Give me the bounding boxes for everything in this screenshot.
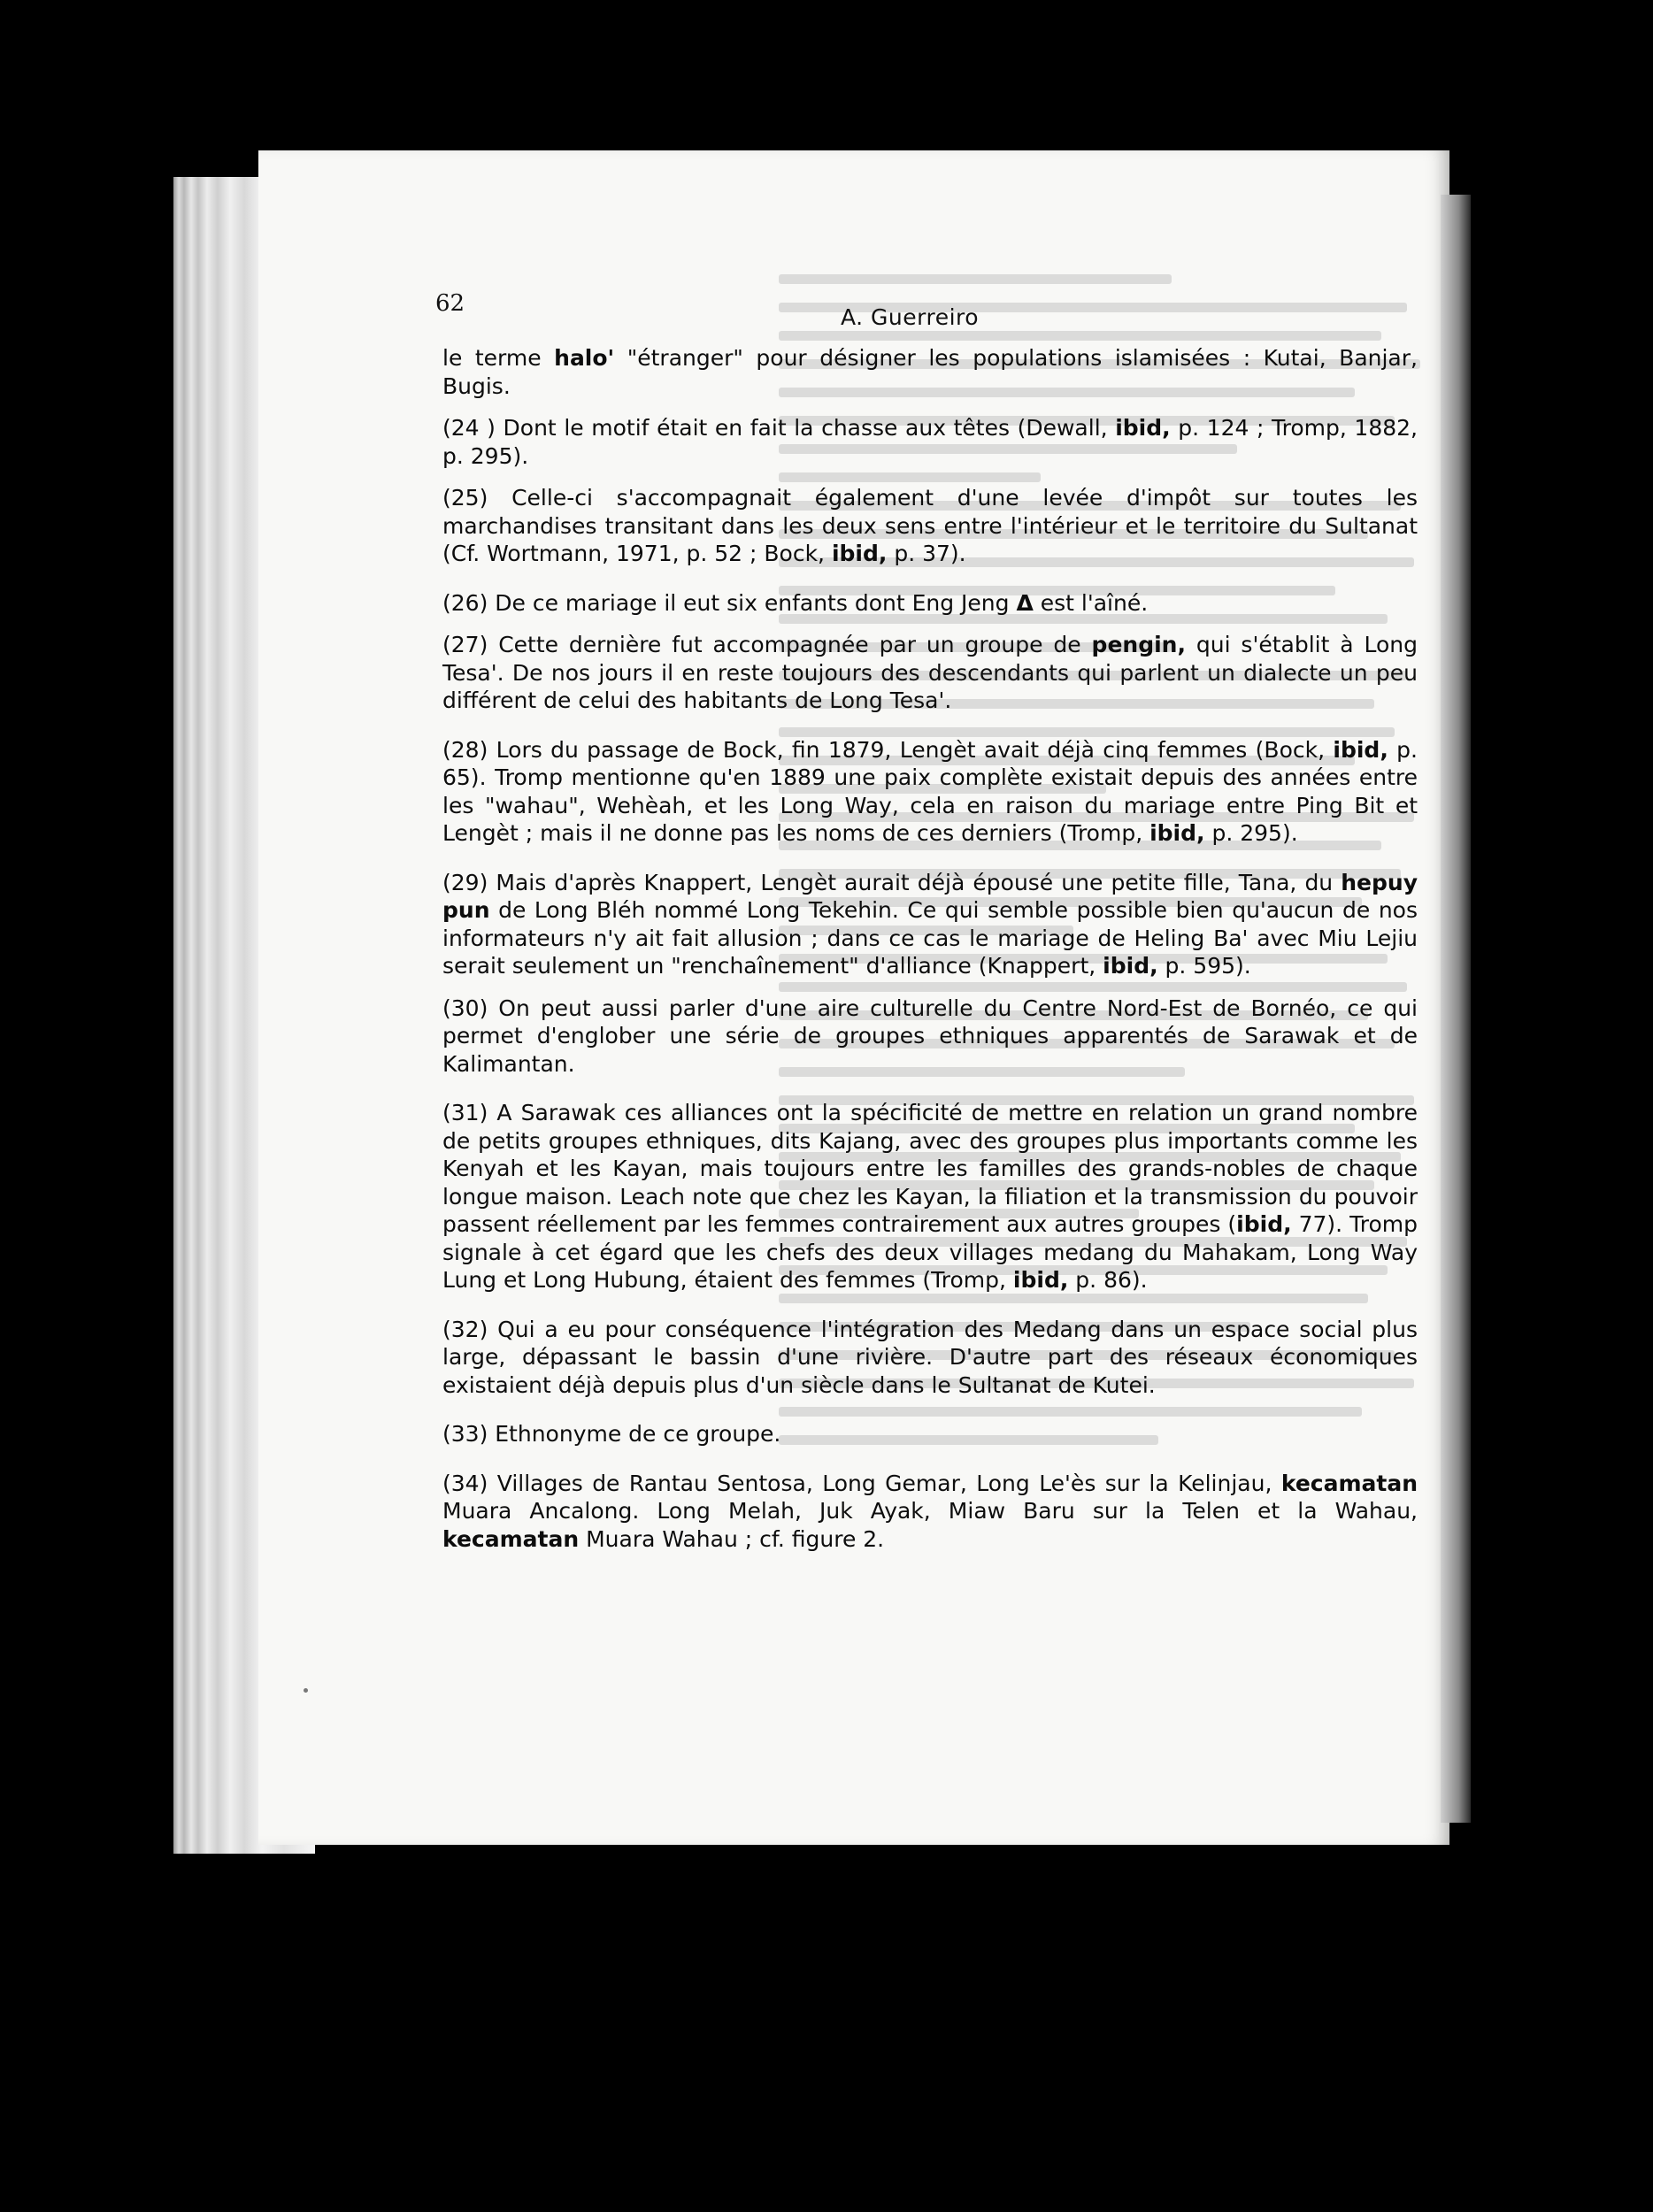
footnote-34: (34) Villages de Rantau Sentosa, Long Gemar, Long Le'ès sur la Kelinjau, kecamatan Muara Ancalong. Long Melah, Juk Ayak, Miaw Baru sur la Telen et la Wahau, kecamatan Muara Wahau ; cf. figure 2. [442, 1470, 1418, 1552]
footnote-30: (30) On peut aussi parler d'une aire culturelle du Centre Nord-Est de Bornéo, ce qui permet d'englober une série de groupes ethniques apparentés de Sarawak et de Kalimantan. [442, 995, 1418, 1077]
footnote-32: (32) Qui a eu pour conséquence l'intégration des Medang dans un espace social plus large, dépassant le bassin d'une rivière. D'autre part des réseaux économiques existaient déjà depuis plus d'un siècle dans le Sultanat de Kutei. [442, 1316, 1418, 1398]
footnote-29: (29) Mais d'après Knappert, Lengèt aurait déjà épousé une petite fille, Tana, du hepuy pun de Long Bléh nommé Long Tekehin. Ce qui semble possible bien qu'aucun de nos informateurs n'y ait fait allusion ; dans ce cas le mariage de Heling Ba' avec Miu Lejiu serait seulement un "renchaînement" d'alliance (Knappert, ibid, p. 595). [442, 869, 1418, 979]
footnote-31: (31) A Sarawak ces alliances ont la spécificité de mettre en relation un grand nombre de petits groupes ethniques, dits Kajang, avec des groupes plus importants comme les Kenyah et les Kayan, mais toujours entre les familles des grands-nobles de chaque longue maison. Leach note que chez les Kayan, la filiation et la transmission du pouvoir passent réellement par les femmes contrairement aux autres groupes (ibid, 77). Tromp signale à cet égard que les chefs des deux villages medang du Mahakam, Long Way Lung et Long Hubung, étaient des femmes (Tromp, ibid, p. 86). [442, 1100, 1418, 1293]
footnote-33: (33) Ethnonyme de ce groupe. [442, 1421, 781, 1447]
footnote-27: (27) Cette dernière fut accompagnée par un groupe de pengin, qui s'établit à Long Tesa'. De nos jours il en reste toujours des descendants qui parlent un dialecte un peu différent de celui des habitants de Long Tesa'. [442, 632, 1418, 713]
running-head: A. Guerreiro [841, 304, 980, 330]
footnote-24: (24 ) Dont le motif était en fait la chasse aux têtes (Dewall, ibid, p. 124 ; Tromp, 1882, p. 295). [442, 415, 1418, 469]
page-number: 62 [435, 290, 465, 317]
footnote-23-continued: le terme halo' "étranger" pour désigner les populations islamisées : Kutai, Banjar, Bugis. [442, 345, 1418, 399]
footnote-25: (25) Celle-ci s'accompagnait également d'une levée d'impôt sur toutes les marchandises transitant dans les deux sens entre l'intérieur et le territoire du Sultanat (Cf. Wortmann, 1971, p. 52 ; Bock, ibid, p. 37). [442, 485, 1418, 566]
footnote-26: (26) De ce mariage il eut six enfants dont Eng Jeng Δ est l'aîné. [442, 589, 1149, 616]
paper-speck [304, 1688, 308, 1693]
footnotes-body [442, 344, 1418, 1567]
footnote-28: (28) Lors du passage de Bock, fin 1879, Lengèt avait déjà cinq femmes (Bock, ibid, p. 65). Tromp mentionne qu'en 1889 une paix complète existait depuis des années entre les "wahau", Wehèah, et les Long Way, cela en raison du mariage entre Ping Bit et Lengèt ; mais il ne donne pas les noms de ces derniers (Tromp, ibid, p. 295). [442, 736, 1418, 846]
delta-symbol: Δ [1016, 589, 1034, 616]
book-spine-shadow [1441, 195, 1471, 1823]
